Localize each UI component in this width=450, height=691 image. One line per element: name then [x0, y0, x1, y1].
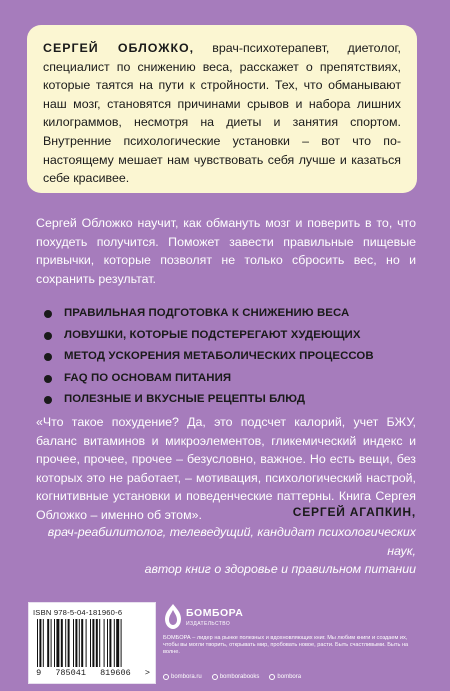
feature-item	[44, 325, 414, 347]
feature-text: МЕТОД УСКОРЕНИЯ МЕТАБОЛИЧЕСКИХ ПРОЦЕССОВ	[64, 350, 374, 363]
barcode-digit-group: >	[144, 668, 150, 678]
quote-role	[16, 523, 416, 579]
feature-list	[44, 303, 414, 411]
telegram-icon	[269, 674, 275, 680]
feature-text: ПОЛЕЗНЫЕ И ВКУСНЫЕ РЕЦЕПТЫ БЛЮД	[64, 393, 306, 406]
feature-text: ЛОВУШКИ, КОТОРЫЕ ПОДСТЕРЕГАЮТ ХУДЕЮЩИХ	[64, 328, 361, 341]
publisher-subtitle: ИЗДАТЕЛЬСТВО	[186, 621, 231, 627]
barcode-digit-group: 9	[36, 668, 42, 678]
bullet-icon	[44, 375, 52, 383]
quote-text: «Что такое похудение? Да, это подсчет калорий, учет БЖУ, баланс витаминов и микроэлементов, гликемический индекс и прочее, прочее, прочее – безусловно, важное. Но есть вещи, без которых это не работает, – мотивация, психологический настрой, когнитивные установки и поведенческие паттерны. Книга Сергея Обложко – именно об этом».	[36, 415, 416, 522]
feature-text: ПРАВИЛЬНАЯ ПОДГОТОВКА К СНИЖЕНИЮ ВЕСА	[64, 307, 350, 319]
lead-paragraph: Сергей Обложко научит, как обмануть мозг и поверить в то, что похудеть получится. Поможет завести правильные пищевые привычки, которые позволят не только сбросить вес, но и сохранить результат.	[36, 216, 416, 286]
globe-icon	[163, 674, 169, 680]
barcode-digit-group: 785041	[55, 668, 86, 678]
vk-icon	[212, 674, 218, 680]
bullet-icon	[44, 396, 52, 404]
isbn-label: ISBN 978-5-04-181960-6	[33, 608, 123, 617]
bullet-icon	[44, 332, 52, 340]
publisher-link-telegram[interactable]	[269, 674, 301, 680]
feature-text: FAQ ПО ОСНОВАМ ПИТАНИЯ	[64, 371, 232, 384]
feature-item	[44, 303, 414, 325]
bullet-icon	[44, 310, 52, 318]
publisher-link-label: bomborabooks	[219, 674, 260, 680]
publisher-link-vk[interactable]	[212, 674, 260, 680]
barcode-digits	[29, 668, 157, 678]
feature-item	[44, 346, 414, 368]
intro-box	[27, 25, 417, 193]
publisher-link-label: bombora	[277, 674, 302, 680]
quote-role-line: автор книг о здоровье и правильном питании	[144, 562, 416, 577]
feature-item	[44, 368, 414, 390]
publisher-link-site[interactable]	[163, 674, 202, 680]
bombora-logo-icon	[163, 604, 183, 632]
intro-author: СЕРГЕЙ ОБЛОЖКО,	[43, 41, 195, 55]
barcode-icon	[33, 619, 153, 669]
publisher-name: БОМБОРА	[186, 607, 244, 619]
publisher-links	[163, 674, 423, 680]
feature-item	[44, 389, 414, 411]
barcode-digit-group: 819606	[100, 668, 131, 678]
quote-role-line: врач-реабилитолог, телеведущий, кандидат психологических наук,	[47, 525, 416, 558]
barcode-box	[28, 602, 156, 684]
bullet-icon	[44, 353, 52, 361]
publisher-slogan: БОМБОРА – лидер на рынке полезных и вдохновляющих книг. Мы любим книги и создаем их, чтобы вы могли творить, открывать мир, пробовать новое, расти. Быть счастливыми. Быть на волне.	[163, 635, 409, 656]
quote-author: СЕРГЕЙ АГАПКИН,	[292, 505, 416, 519]
publisher-link-label: bombora.ru	[171, 674, 202, 680]
publisher-block	[163, 604, 443, 684]
intro-text: врач-психотерапевт, диетолог, специалист по снижению веса, расскажет о препятствиях, которые таятся на пути к стройности. Тех, что обманывают наш мозг, становятся причинами срывов и набора лишних килограммов, несмотря на диеты и занятия спортом. Внутренние психологические установки – вот что по-настоящему мешает нам чувствовать себя лучше и казаться себе красивее.	[43, 41, 402, 186]
